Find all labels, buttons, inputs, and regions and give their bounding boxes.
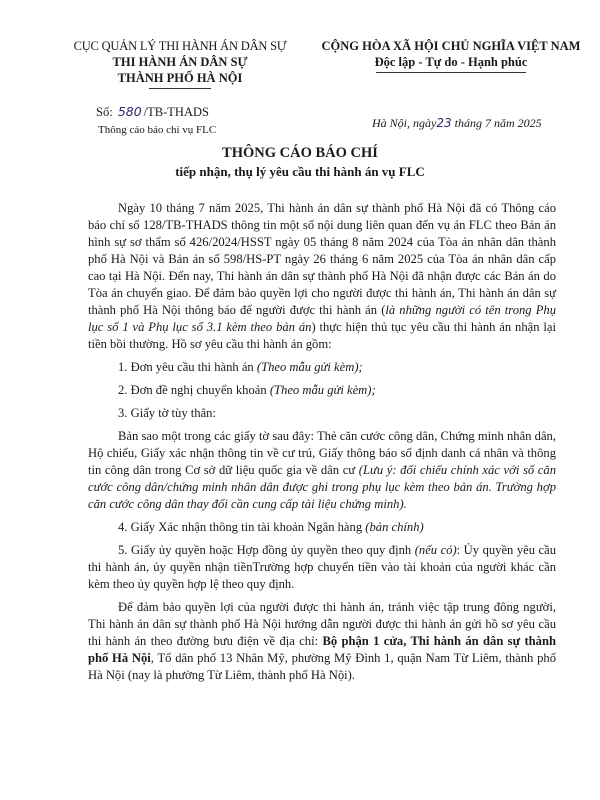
list-item-4-note: (bản chính) xyxy=(365,520,424,534)
agency-name: CỤC QUẢN LÝ THI HÀNH ÁN DÂN SỰ xyxy=(73,39,287,53)
motto-underline xyxy=(376,72,526,73)
submission-text-a: Để đảm bảo quyền lợi của người được thi hành án, tránh việc tập trung đông người, Thi hành án dân sự thành phố Hà Nội hướng dẫn người được thi hành án gửi hồ sơ yêu cầu thi hành án theo đường bưu điện về địa chỉ: xyxy=(88,600,556,648)
date-prefix: Hà Nội, ngày xyxy=(372,116,437,130)
intro-text-b: ) thực hiện thủ tục yêu cầu thi hành án nhận lại tiền bồi thường. Hồ sơ yêu cầu thi hành án gồm: xyxy=(88,320,557,351)
paragraph-submission xyxy=(88,599,556,684)
list-item-5-text-b: : Ủy quyền yêu cầu thi hành án, ủy quyền nhận tiềnTrường hợp chuyển tiền vào tài khoản của người khác cần kèm theo ủy quyền hợp lệ theo quy định. xyxy=(88,543,557,591)
document-body xyxy=(88,200,556,684)
issuer-header xyxy=(50,38,310,89)
document-number-prefix: Số: xyxy=(96,105,113,119)
id-documents-text: Bản sao một trong các giấy tờ sau đây: Thẻ căn cước công dân, Chứng minh nhân dân, Hộ chiếu, Giấy xác nhận thông tin về cư trú, Giấy thông báo số định danh cá nhân và thông tin công dân trong Cơ sở dữ liệu quốc gia về dân cư xyxy=(88,429,556,477)
submission-text-b: , Tổ dân phố 13 Nhân Mỹ, phường Mỹ Đình 1, quận Nam Từ Liêm, thành phố Hà Nội (nay là phường Từ Liêm, thành phố Hà Nội). xyxy=(88,651,556,682)
id-documents-note: (Lưu ý: đối chiếu chính xác với số căn cước công dân/chứng minh nhân dân được ghi trong phụ lục kèm theo bản án. Trường hợp căn cước công dân thay đổi cần cung cấp tài liệu chứng minh). xyxy=(88,463,556,511)
list-item-3 xyxy=(88,405,556,422)
intro-text-italic: là những người có tên trong Phụ lục số 1 và Phụ lục số 3.1 kèm theo bản án xyxy=(88,303,556,334)
list-item-5 xyxy=(88,542,556,593)
issuer-underline xyxy=(149,88,211,89)
list-item-2-note: (Theo mẫu gửi kèm); xyxy=(269,383,376,397)
paragraph-id-documents xyxy=(88,428,556,513)
document-number-handwritten: 580 xyxy=(117,104,142,119)
document-subtitle: tiếp nhận, thụ lý yêu cầu thi hành án vụ FLC xyxy=(175,164,425,179)
document-subject: Thông cáo báo chí vụ FLC xyxy=(98,124,217,136)
list-item-1-text: 1. Đơn yêu cầu thi hành án xyxy=(118,360,254,374)
document-title: THÔNG CÁO BÁO CHÍ xyxy=(222,145,378,161)
intro-text-a: Ngày 10 tháng 7 năm 2025, Thi hành án dân sự thành phố Hà Nội đã có Thông cáo báo chí số 128/TB-THADS thông tin một số nội dung liên quan đến vụ án FLC theo Bản án hình sự sơ thẩm số 426/2024/HSST ngày 05 tháng 8 năm 2024 của Tòa án nhân dân thành phố Hà Nội và Bản án số 598/HS-PT ngày 26 tháng 6 năm 2025 của Tòa án nhân dân cấp cao tại Hà Nội. Đến nay, Thi hành án dân sự thành phố Hà Nội đã nhận được các Bản án do Tòa án chuyển giao. Để đảm bảo quyền lợi cho người được thi hành án, Thi hành án dân sự thành phố Hà Nội thông báo để người được thi hành án ( xyxy=(88,201,556,317)
list-item-1 xyxy=(88,359,556,376)
list-item-3-text: 3. Giấy tờ tùy thân: xyxy=(118,406,216,420)
date-suffix: tháng 7 năm 2025 xyxy=(454,116,542,130)
document-number xyxy=(96,104,209,120)
list-item-4-text: 4. Giấy Xác nhận thông tin tài khoản Ngân hàng xyxy=(118,520,363,534)
paragraph-intro xyxy=(88,200,556,353)
date-line xyxy=(372,116,542,131)
list-item-2-text: 2. Đơn đề nghị chuyển khoản xyxy=(118,383,267,397)
list-item-5-text-a: 5. Giấy ủy quyền hoặc Hợp đồng ủy quyền theo quy định xyxy=(118,543,412,557)
nation-name: CỘNG HÒA XÃ HỘI CHỦ NGHĨA VIỆT NAM xyxy=(321,39,581,53)
document-number-suffix: /TB-THADS xyxy=(143,105,209,119)
organization-line-1: THI HÀNH ÁN DÂN SỰ xyxy=(112,55,248,69)
list-item-1-note: (Theo mẫu gửi kèm); xyxy=(256,360,363,374)
organization-line-2: THÀNH PHỐ HÀ NỘI xyxy=(117,71,243,85)
submission-office: Bộ phận 1 cửa, Thi hành án dân sự thành phố Hà Nội xyxy=(88,634,556,665)
national-motto: Độc lập - Tự do - Hạnh phúc xyxy=(374,55,528,69)
list-item-4 xyxy=(88,519,556,536)
list-item-2 xyxy=(88,382,556,399)
list-item-5-note: (nếu có) xyxy=(414,543,457,557)
date-day-handwritten: 23 xyxy=(436,116,452,130)
national-header xyxy=(305,38,597,73)
